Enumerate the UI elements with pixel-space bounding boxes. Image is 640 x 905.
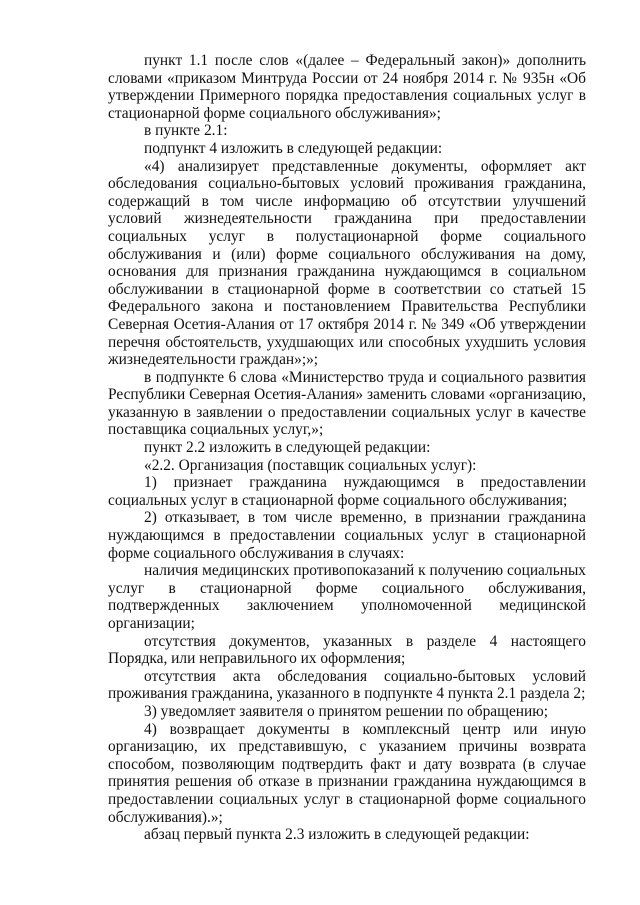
paragraph-6: пункт 2.2 изложить в следующей редакции: (144, 439, 431, 457)
paragraph-9: 2) отказывает, в том числе временно, в признании гражданина нуждающимся в предоставлении социальных услуг в стационарной форме социального обслуживания в случаях: (108, 509, 586, 562)
paragraph-2: в пункте 2.1: (144, 122, 228, 140)
paragraph-1: пункт 1.1 после слов «(далее – Федеральный закон)» дополнить словами «приказом Минтруда России от 24 ноября 2014 г. № 935н «Об утверждении Примерного порядка предоставления социальных услуг в стационарной форме социального обслуживания»; (108, 52, 586, 122)
paragraph-15: абзац первый пункта 2.3 изложить в следующей редакции: (144, 826, 530, 844)
paragraph-10: наличия медицинских противопоказаний к получению социальных услуг в стационарной форме социального обслуживания, подтвержденных заключением уполномоченной медицинской организации; (108, 562, 586, 632)
paragraph-11: отсутствия документов, указанных в разделе 4 настоящего Порядка, или неправильного их оформления; (108, 632, 586, 668)
paragraph-7: «2.2. Организация (поставщик социальных услуг): (144, 456, 477, 474)
paragraph-12: отсутствия акта обследования социально-бытовых условий проживания гражданина, указанного в подпункте 4 пункта 2.1 раздела 2; (108, 667, 586, 703)
paragraph-14: 4) возвращает документы в комплексный центр или иную организацию, их представившую, с указанием причины возврата способом, позволяющим подтвердить факт и дату возврата (в случае принятия решения об отказе в признании гражданина нуждающимся в предоставлении социальных услуг в стационарной форме социального обслуживания).»; (108, 720, 586, 826)
paragraph-13: 3) уведомляет заявителя о принятом решении по обращению; (144, 702, 549, 720)
paragraph-5: в подпункте 6 слова «Министерство труда и социального развития Республики Северная Осетия-Алания» заменить словами «организацию, указанную в заявлении о предоставлении социальных услуг в качестве поставщика социальных услуг,»; (108, 368, 586, 439)
paragraph-8: 1) признает гражданина нуждающимся в предоставлении социальных услуг в стационарной форме социального обслуживания; (108, 474, 586, 509)
paragraph-4: «4) анализирует представленные документы, оформляет акт обследования социально-бытовых условий проживания гражданина, содержащий в том числе информацию об отсутствии улучшений условий жизнедеятельности гражданина при предоставлении социальных услуг в полустационарной форме социального обслуживания и (или) форме социального обслуживания на дому, основания для признания гражданина нуждающимся в социальном обслуживании в стационарной форме в соответствии со статьей 15 Федерального закона и постановлением Правительства Республики Северная Осетия-Алания от 17 октября 2014 г. № 349 «Об утверждении перечня обстоятельств, ухудшающих или способных ухудшить условия жизнедеятельности граждан»;»; (108, 157, 586, 369)
document-page (108, 52, 586, 844)
paragraph-3: подпункт 4 изложить в следующей редакции: (144, 139, 443, 157)
